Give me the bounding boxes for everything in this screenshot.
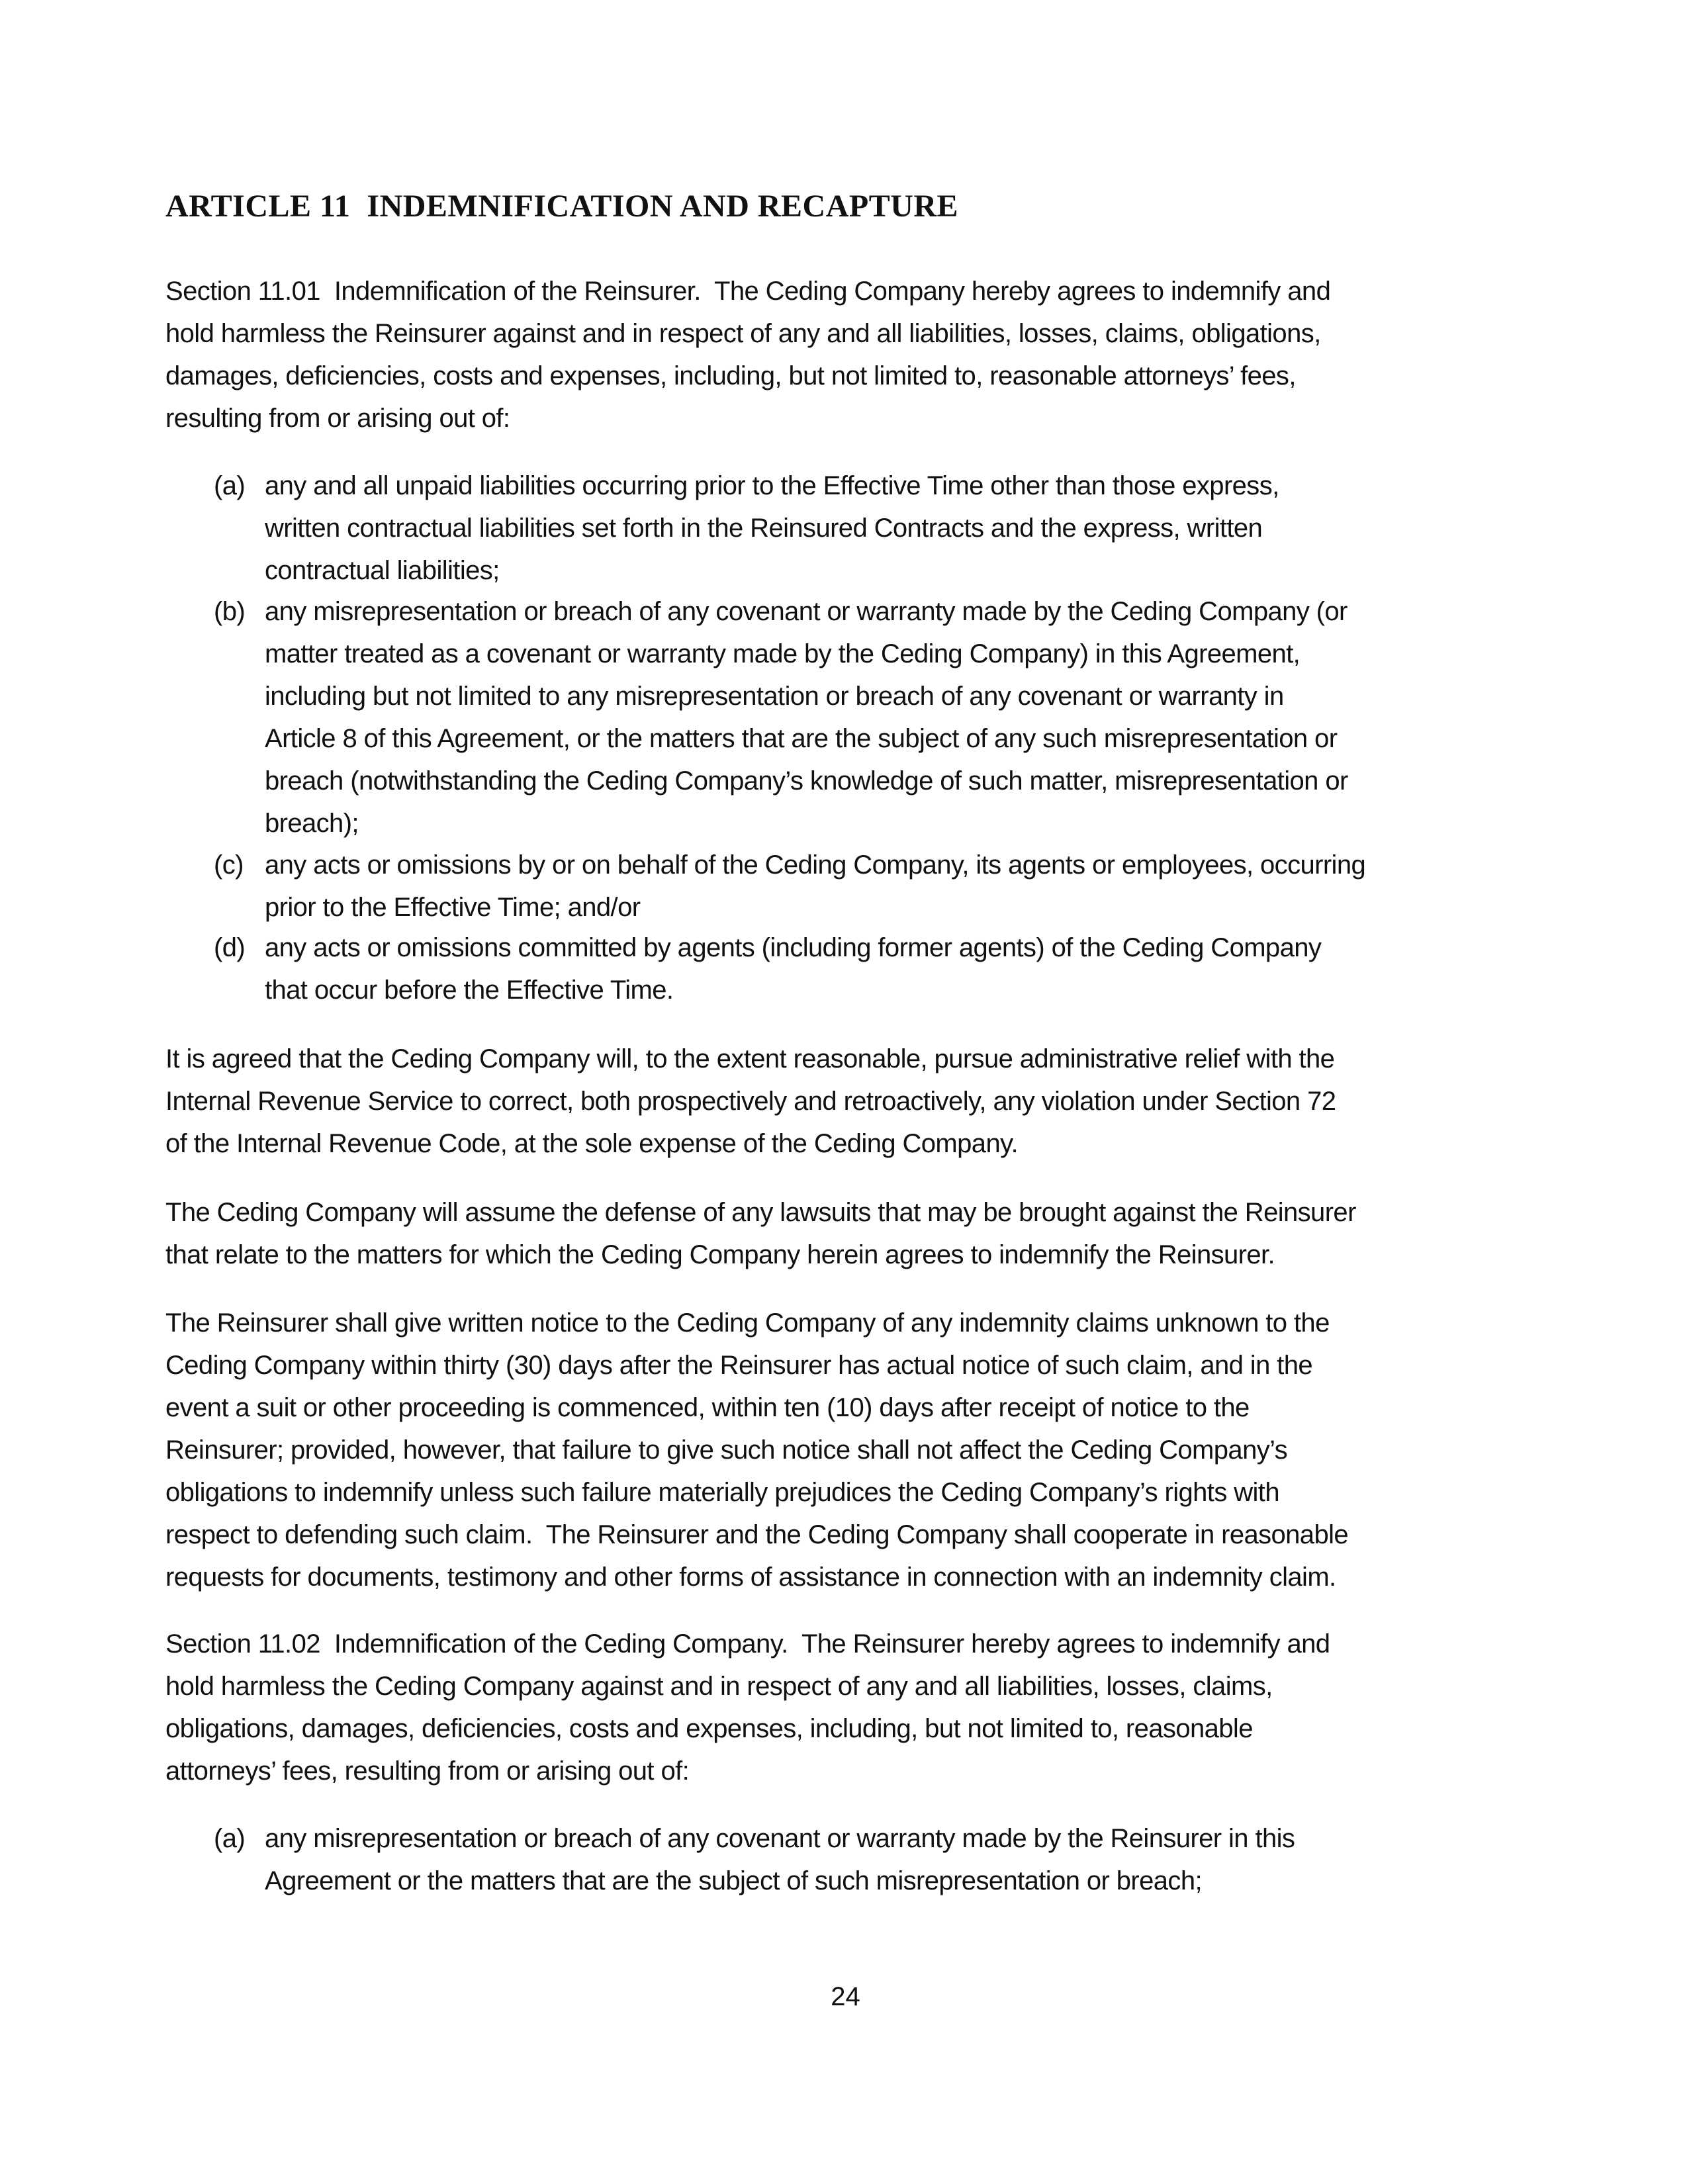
text-line: that occur before the Effective Time. xyxy=(265,976,674,1005)
text-line: The Reinsurer shall give written notice to the Ceding Company of any indemnity claims unknown to the xyxy=(165,1308,1330,1338)
text-line: Ceding Company within thirty (30) days after the Reinsurer has actual notice of such claim, and in the xyxy=(165,1351,1313,1380)
text-line: breach (notwithstanding the Ceding Company’s knowledge of such matter, misrepresentation or xyxy=(265,766,1348,796)
list-item-label: (b) xyxy=(214,597,246,626)
page-number: 24 xyxy=(831,1982,860,2011)
paragraph xyxy=(165,1302,1348,1598)
text-line: resulting from or arising out of: xyxy=(165,404,510,433)
text-line: hold harmless the Ceding Company against and in respect of any and all liabilities, losses, claims, xyxy=(165,1672,1273,1701)
text-line: any misrepresentation or breach of any covenant or warranty made by the Reinsurer in this xyxy=(265,1824,1295,1853)
list-item-label: (a) xyxy=(214,1824,246,1853)
paragraph xyxy=(165,1038,1336,1165)
text-line: Reinsurer; provided, however, that failure to give such notice shall not affect the Ceding Company’s xyxy=(165,1435,1288,1465)
text-line: hold harmless the Reinsurer against and in respect of any and all liabilities, losses, claims, obligations, xyxy=(165,319,1321,348)
text-line: Section 11.01 Indemnification of the Reinsurer. The Ceding Company hereby agrees to indemnify and xyxy=(165,277,1331,306)
text-line: breach); xyxy=(265,809,359,838)
text-line: It is agreed that the Ceding Company will, to the extent reasonable, pursue administrative relief with the xyxy=(165,1044,1335,1073)
text-line: The Ceding Company will assume the defense of any lawsuits that may be brought against the Reinsurer xyxy=(165,1198,1356,1227)
list-item-label: (a) xyxy=(214,471,246,500)
paragraph xyxy=(165,1191,1356,1276)
text-line: damages, deficiencies, costs and expenses, including, but not limited to, reasonable attorneys’ fees, xyxy=(165,361,1296,390)
list-item-text xyxy=(265,465,1279,592)
text-line: requests for documents, testimony and other forms of assistance in connection with an indemnity claim. xyxy=(165,1563,1336,1592)
text-line: Agreement or the matters that are the subject of such misrepresentation or breach; xyxy=(265,1866,1202,1895)
text-line: prior to the Effective Time; and/or xyxy=(265,893,641,922)
text-line: contractual liabilities; xyxy=(265,556,500,585)
text-line: attorneys’ fees, resulting from or arising out of: xyxy=(165,1756,690,1786)
text-line: any misrepresentation or breach of any covenant or warranty made by the Ceding Company (or xyxy=(265,597,1348,626)
text-line: Internal Revenue Service to correct, both prospectively and retroactively, any violation under Section 72 xyxy=(165,1087,1336,1116)
text-line: Section 11.02 Indemnification of the Ceding Company. The Reinsurer hereby agrees to indemnify and xyxy=(165,1629,1330,1659)
list-item-text xyxy=(265,1817,1295,1902)
list-item-text xyxy=(265,844,1365,929)
list-item-text xyxy=(265,927,1321,1011)
text-line: event a suit or other proceeding is commenced, within ten (10) days after receipt of notice to the xyxy=(165,1393,1250,1422)
paragraph xyxy=(165,1623,1330,1792)
text-line: written contractual liabilities set forth in the Reinsured Contracts and the express, written xyxy=(265,514,1263,543)
text-line: any acts or omissions by or on behalf of the Ceding Company, its agents or employees, occurring xyxy=(265,850,1366,880)
text-line: of the Internal Revenue Code, at the sole expense of the Ceding Company. xyxy=(165,1129,1019,1158)
text-line: respect to defending such claim. The Reinsurer and the Ceding Company shall cooperate in reasonable xyxy=(165,1520,1349,1549)
list-item-label: (c) xyxy=(214,850,244,880)
text-line: including but not limited to any misrepresentation or breach of any covenant or warranty in xyxy=(265,682,1284,711)
article-heading: ARTICLE 11 INDEMNIFICATION AND RECAPTURE xyxy=(165,189,959,224)
text-line: any acts or omissions committed by agents (including former agents) of the Ceding Company xyxy=(265,933,1322,962)
text-line: obligations, damages, deficiencies, costs and expenses, including, but not limited to, reasonable xyxy=(165,1714,1253,1743)
text-line: that relate to the matters for which the Ceding Company herein agrees to indemnify the Reinsurer. xyxy=(165,1240,1275,1269)
text-line: obligations to indemnify unless such failure materially prejudices the Ceding Company’s rights with xyxy=(165,1478,1279,1507)
text-line: any and all unpaid liabilities occurring prior to the Effective Time other than those express, xyxy=(265,471,1279,500)
text-line: matter treated as a covenant or warranty made by the Ceding Company) in this Agreement, xyxy=(265,639,1301,668)
list-item-text xyxy=(265,590,1348,844)
text-line: Article 8 of this Agreement, or the matters that are the subject of any such misrepresentation or xyxy=(265,724,1338,753)
paragraph xyxy=(165,270,1330,439)
list-item-label: (d) xyxy=(214,933,246,962)
